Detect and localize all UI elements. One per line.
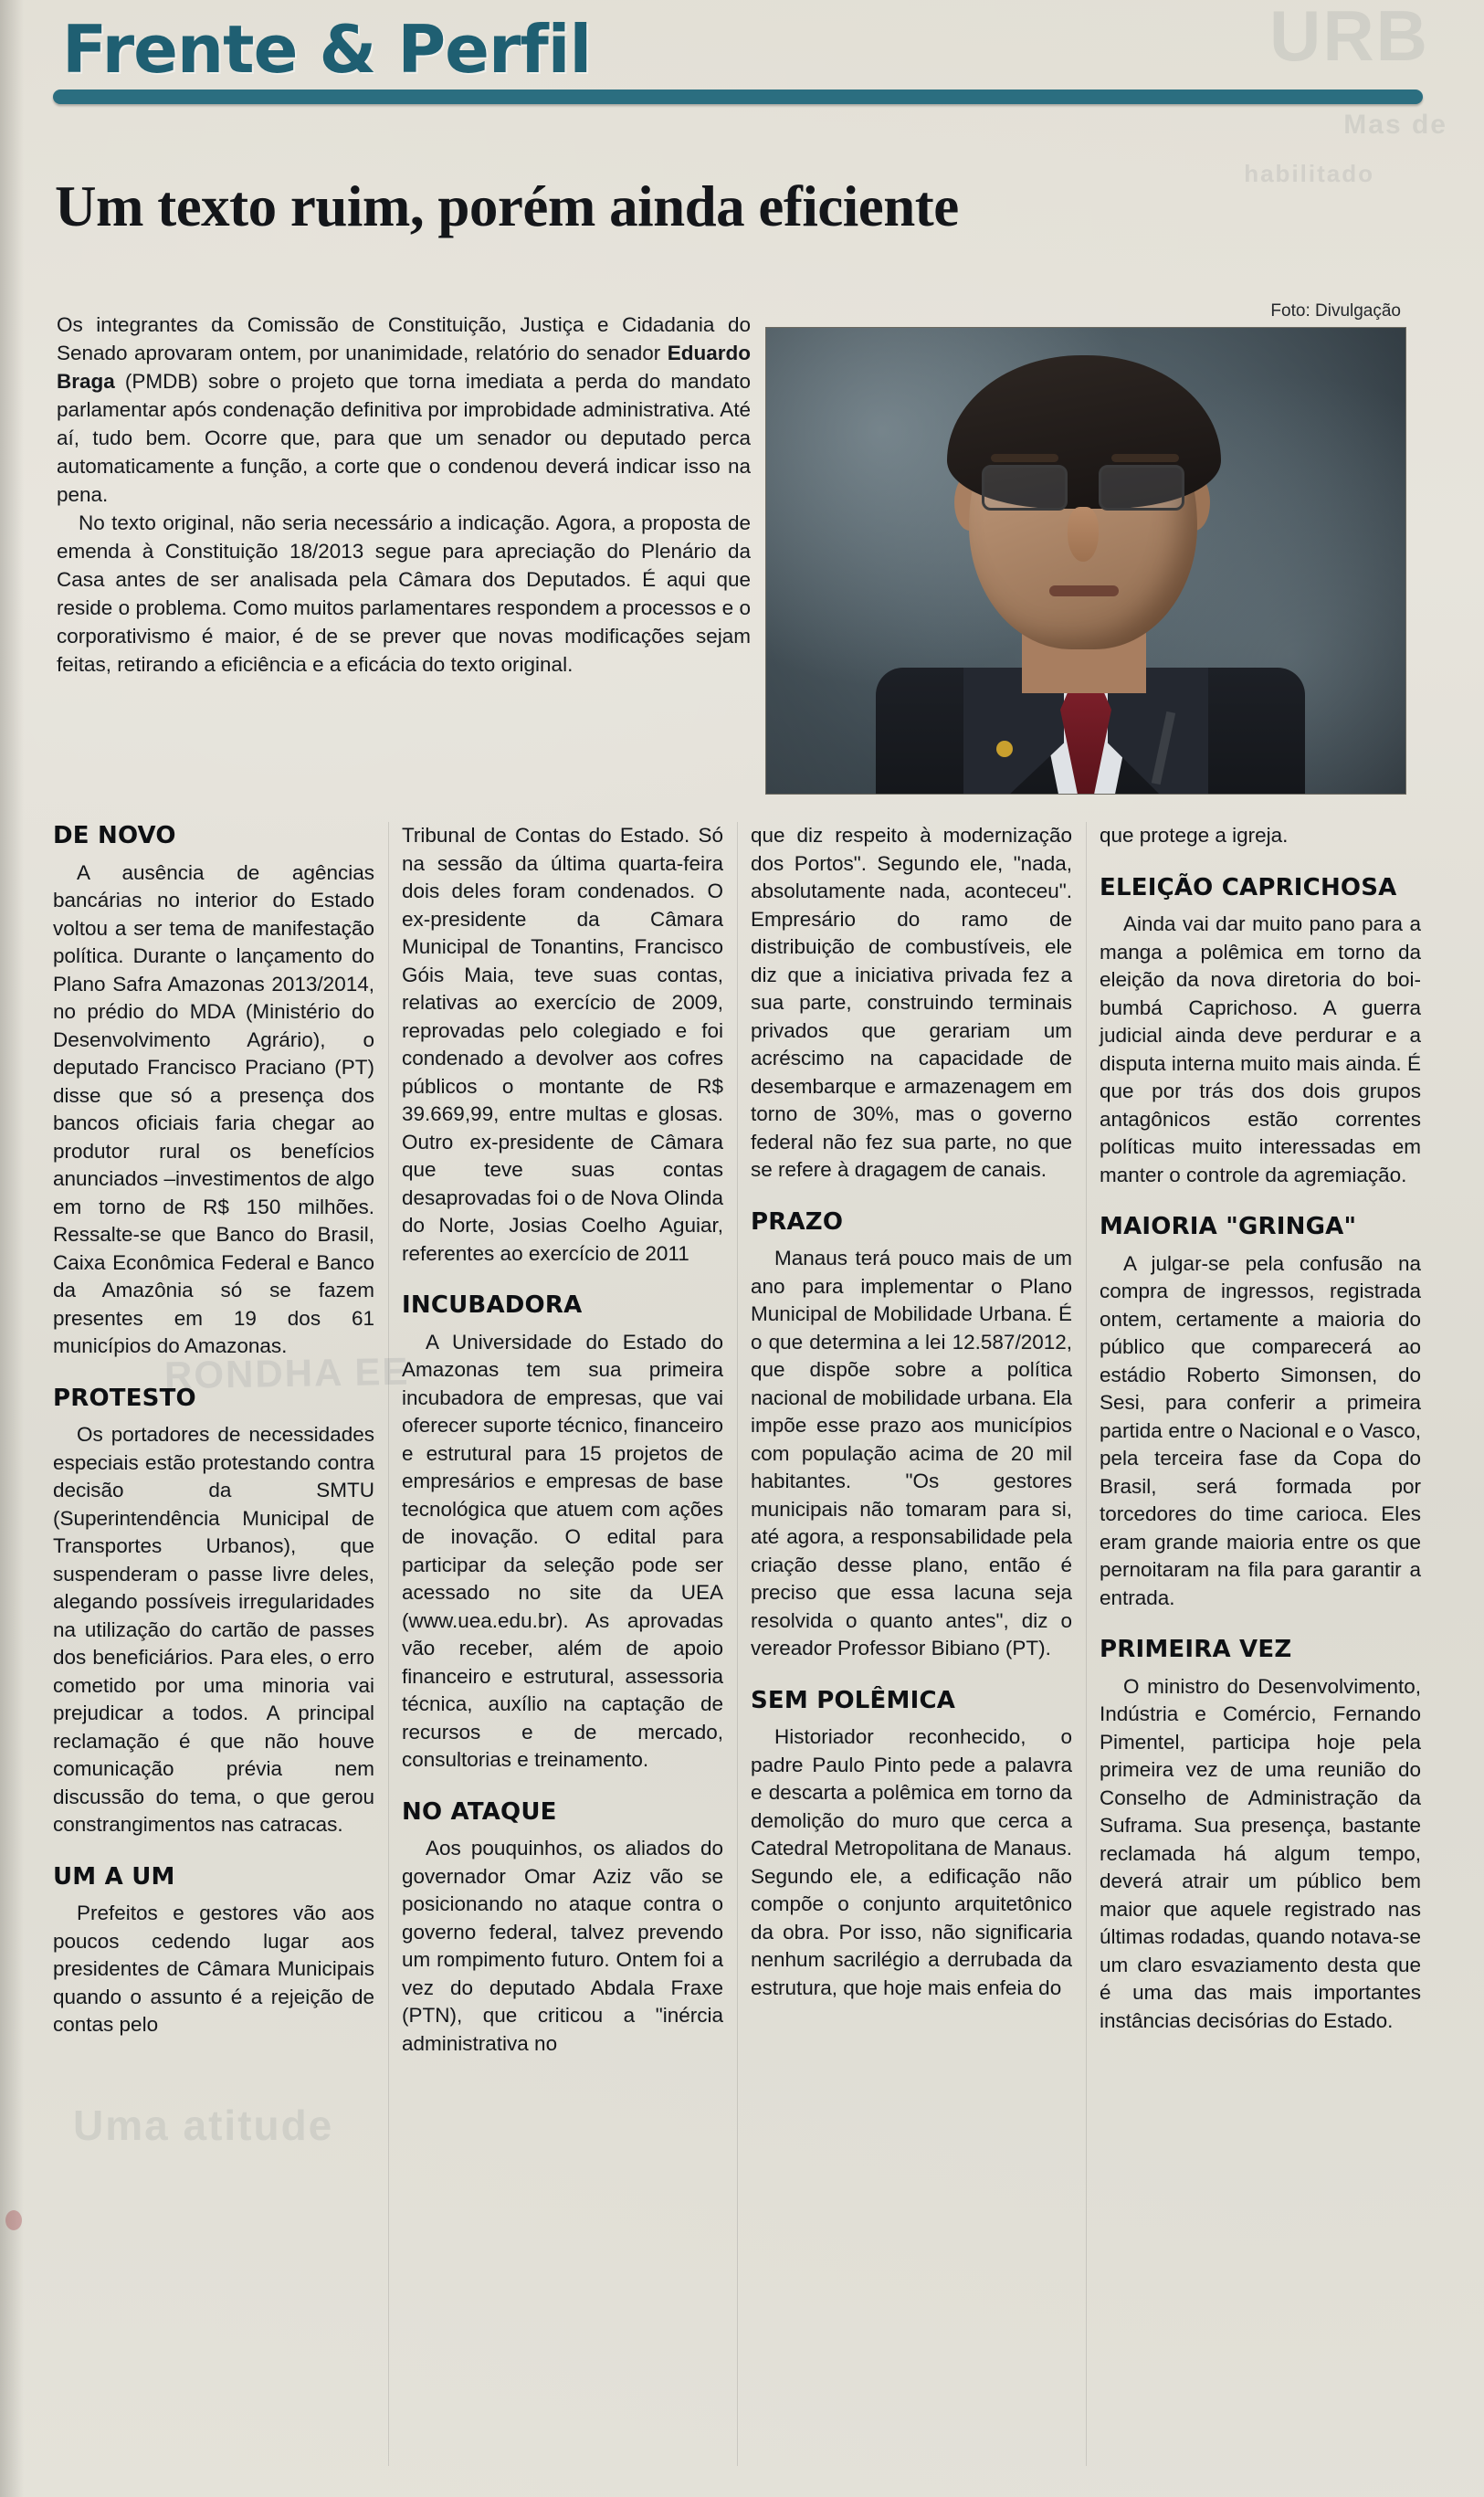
lead-paragraph-1 <box>57 311 751 509</box>
ink-smudge <box>5 2210 22 2230</box>
column-4 <box>1100 822 1421 2466</box>
column-paragraph: O ministro do Desenvolvimento, Indústria e Comércio, Fernando Pimentel, participa hoje pela primeira vez de uma reunião do Conselho de Administração da Suframa. Sua presença, bastante reclamada há algum tempo, deverá atrair um público bem maior que aquele registrado nas últimas rodadas, quando notava-se um claro esvaziamento desta que é uma das mais importantes instâncias decisórias do Estado. <box>1100 1674 1421 2032</box>
lead-text-2: No texto original, não seria necessário a indicação. Agora, a proposta de emenda à Constituição 18/2013 segue para apreciação do Plenário da Casa antes de ser analisada pela Câmara dos Deputados. É aqui que reside o problema. Como muitos parlamentares respondem a processos e o corporativismo é maior, é de se prever que novas modificações sejam feitas, retirando a eficiência e a eficácia do texto original. <box>57 511 751 676</box>
column-heading: UM A UM <box>53 1862 175 1891</box>
column-paragraph-continued: que diz respeito à modernização dos Portos". Segundo ele, "nada, absolutamente nada, aconteceu". Empresário do ramo de distribuição de combustíveis, ele diz que a iniciativa privada fez a sua parte, construindo terminais privados que gerariam um acréscimo na capacidade de desembarque e armazenagem em torno de 30%, mas o governo federal não fez sua parte, no que se refere à dragagem de canais. <box>751 824 1072 1181</box>
page-fold-shadow <box>0 0 24 2497</box>
article-lead <box>57 311 751 679</box>
column-1 <box>53 822 374 2466</box>
article-headline: Um texto ruim, porém ainda eficiente <box>55 174 959 238</box>
column-heading: ELEIÇÃO CAPRICHOSA <box>1100 873 1397 901</box>
column-heading: MAIORIA "GRINGA" <box>1100 1213 1357 1240</box>
column-paragraph: Aos pouquinhos, os aliados do governador Omar Aziz vão se posicionando no ataque contra o governo federal, talvez prevendo um rompimento futuro. Ontem foi a vez do deputado Abdala Fraxe (PTN), que criticou a "inércia administrativa no <box>402 1837 723 2055</box>
ghost-text-3: habilitado <box>1244 160 1374 187</box>
ghost-text-4: RONDHA EE <box>163 1349 410 1397</box>
senator-portrait-photo <box>765 327 1406 795</box>
column-heading: DE NOVO <box>53 822 176 849</box>
column-heading: INCUBADORA <box>402 1291 583 1319</box>
ghost-text-1: URB <box>1269 0 1429 76</box>
column-paragraph-continued: que protege a igreja. <box>1100 824 1289 847</box>
column-container <box>53 822 1432 2466</box>
column-heading: NO ATAQUE <box>402 1797 557 1826</box>
ghost-text-5: Uma atitude <box>73 2102 334 2149</box>
column-3 <box>751 822 1072 2466</box>
column-paragraph: Prefeitos e gestores vão aos poucos cedendo lugar aos presidentes de Câmara Municipais quando o assunto é a rejeição de contas pelo <box>53 1902 374 2036</box>
column-2 <box>402 822 723 2466</box>
column-heading: PRIMEIRA VEZ <box>1100 1636 1292 1663</box>
column-paragraph: Ainda vai dar muito pano para a manga a polêmica em torno da eleição da nova diretoria do boi-bumbá Caprichoso. A guerra judicial ainda deve perdurar e a disputa interna muito mais ainda. É que por trás dos dois grupos antagônicos estão correntes políticas muito interessadas em manter o controle da agremiação. <box>1100 912 1421 1186</box>
lead-text-1: Os integrantes da Comissão de Constituição, Justiça e Cidadania do Senado aprovaram ontem, por unanimidade, relatório do senador Eduardo Braga (PMDB) sobre o projeto que torna imediata a perda do mandato parlamentar após condenação definitiva por improbidade administrativa. Até aí, tudo bem. Ocorre que, para que um senador ou deputado perca automaticamente a função, a corte que o condenou deverá indicar isso na pena. <box>57 313 751 506</box>
column-paragraph-continued: Tribunal de Contas do Estado. Só na sessão da última quarta-feira dois deles foram condenados. O ex-presidente da Câmara Municipal de Tonantins, Francisco Góis Maia, teve suas contas, relativas ao exercício de 2009, reprovadas pelo colegiado e foi condenado a devolver aos cofres públicos o montante de R$ 39.669,99, entre multas e glosas. Outro ex-presidente de Câmara que teve suas contas desaprovadas foi o de Nova Olinda do Norte, Josias Coelho Aguiar, referentes ao exercício de 2011 <box>402 824 723 1265</box>
ghost-text-2: Mas de <box>1343 110 1447 140</box>
column-paragraph: Os portadores de necessidades especiais estão protestando contra decisão da SMTU (Superintendência Municipal de Transportes Urbanos), que suspenderam o passe livre deles, alegando possíveis irregularidades na utilização do cartão de passes dos beneficiários. Para eles, o erro cometido por uma minoria vai prejudicar a todos. A principal reclamação é que não houve comunicação prévia nem discussão do tema, o que gerou constrangimentos nas catracas. <box>53 1423 374 1836</box>
section-title: Frente & Perfil <box>62 11 592 88</box>
column-paragraph: Manaus terá pouco mais de um ano para implementar o Plano Municipal de Mobilidade Urbana. É o que determina a lei 12.587/2012, que dispõe sobre a política nacional de mobilidade urbana. Ela impõe esse prazo aos municípios com população acima de 20 mil habitantes. "Os gestores municipais não tomaram para si, até agora, a responsabilidade pela criação desse plano, então é preciso que essa lacuna seja resolvida o quanto antes", diz o vereador Professor Bibiano (PT). <box>751 1247 1072 1659</box>
column-paragraph: A Universidade do Estado do Amazonas tem sua primeira incubadora de empresas, que vai oferecer suporte técnico, financeiro e estrutural para 15 projetos de empresários e empresas de base tecnológica que atuem com ações de inovação. O edital para participar da seleção pode ser acessado no site da UEA (www.uea.edu.br). As aprovadas vão receber, além de apoio financeiro e estrutural, assessoria técnica, auxílio na captação de recursos e de mercado, consultorias e treinamento. <box>402 1330 723 1771</box>
masthead-rule <box>53 90 1423 104</box>
column-heading: PROTESTO <box>53 1384 196 1412</box>
column-paragraph: A julgar-se pela confusão na compra de ingressos, registrada ontem, certamente a maioria do público que comparecerá ao estádio Roberto Simonsen, do Sesi, para conferir a primeira partida entre o Nacional e o Vasco, pela terceira fase da Copa do Brasil, será formada por torcedores do time carioca. Eles eram grande maioria entre os que pernoitaram na fila para garantir a entrada. <box>1100 1251 1421 1609</box>
column-paragraph: A ausência de agências bancárias no interior do Estado voltou a ser tema de manifestação política. Durante o lançamento do Plano Safra Amazonas 2013/2014, no prédio do MDA (Ministério do Desenvolvimento Agrário), o deputado Francisco Praciano (PT) disse que só a presença dos bancos oficiais faria chegar ao produtor rural os benefícios anunciados –investimentos de algo em torno de R$ 150 milhões. Ressalte-se que Banco do Brasil, Caixa Econômica Federal e Banco da Amazônia só se fazem presentes em 19 dos 61 municípios do Amazonas. <box>53 860 374 1357</box>
column-paragraph: Historiador reconhecido, o padre Paulo Pinto pede a palavra e descarta a polêmica em torno da demolição do muro que cerca a Catedral Metropolitana de Manaus. Segundo ele, a edificação não compõe o conjunto arquitetônico da obra. Por isso, não significaria nenhum sacrilégio a derrubada da estrutura, que hoje mais enfeia do <box>751 1725 1072 1999</box>
column-heading: PRAZO <box>751 1207 844 1236</box>
photo-credit: Foto: Divulgação <box>1270 301 1401 321</box>
column-heading: SEM POLÊMICA <box>751 1686 956 1714</box>
masthead <box>53 11 1432 117</box>
lead-paragraph-2 <box>57 509 751 679</box>
article-photo-block <box>765 301 1405 795</box>
